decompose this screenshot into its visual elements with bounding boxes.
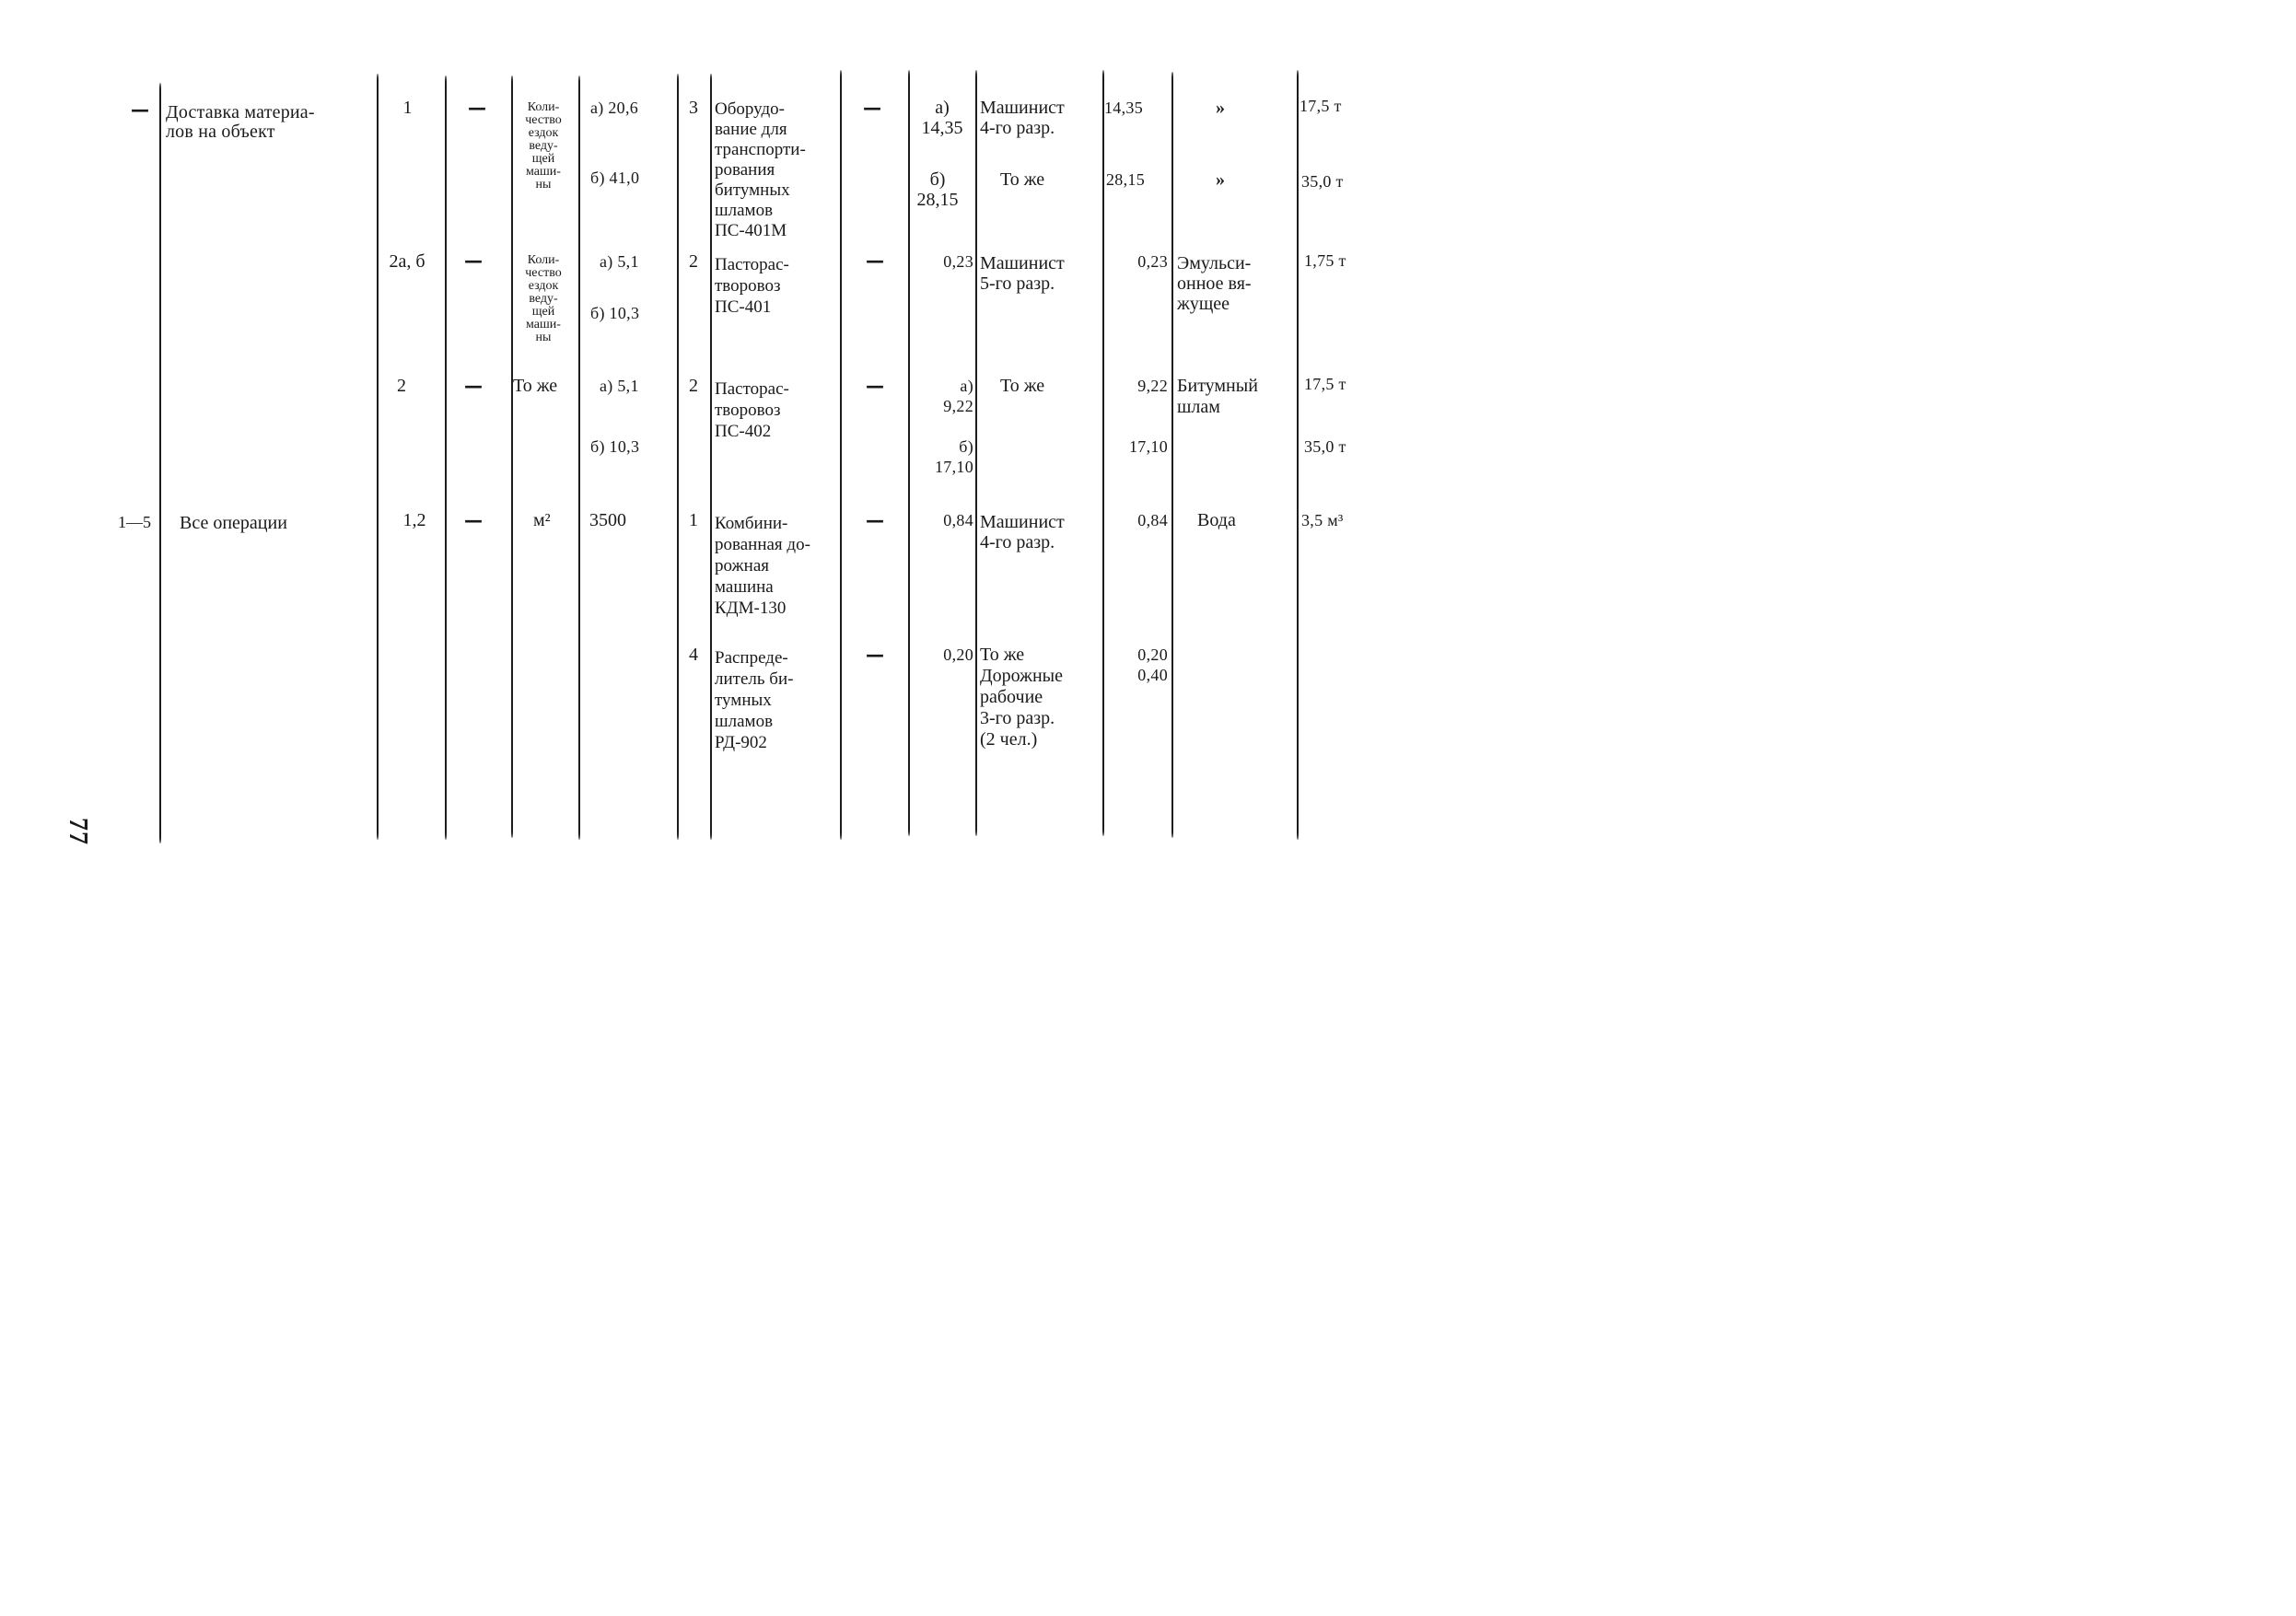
machine-name: Пасторас- творовоз ПС-401 bbox=[715, 255, 789, 317]
material-name: Вода bbox=[1197, 510, 1236, 530]
labor-cost: 0,84 bbox=[1137, 511, 1168, 529]
machine-count: 4 bbox=[689, 645, 698, 665]
norm-reference: 1 bbox=[402, 98, 413, 118]
machine-name: Комбини- рованная до- рожная машина КДМ-130 bbox=[715, 514, 810, 618]
machine-hours: 0,23 bbox=[943, 252, 973, 271]
column-rule bbox=[377, 74, 379, 840]
dash-cell: — bbox=[866, 375, 884, 397]
worker-category: То же bbox=[1000, 376, 1045, 396]
material-name: » bbox=[1216, 98, 1225, 118]
volume-value-a: а) 20,6 bbox=[590, 99, 639, 117]
operation-name: Доставка материа- лов на объект bbox=[166, 102, 315, 142]
measure-unit: м² bbox=[533, 510, 551, 530]
measure-unit: Коли- чество ездок веду- щей маши- ны bbox=[525, 253, 562, 344]
material-quantity-a: 17,5 т bbox=[1304, 375, 1346, 393]
measure-unit: Коли- чество ездок веду- щей маши- ны bbox=[525, 100, 562, 192]
dash-cell: — bbox=[468, 97, 486, 119]
material-name: Эмульси- онное вя- жущее bbox=[1177, 253, 1252, 314]
machine-hours-b: б) 17,10 bbox=[935, 437, 973, 476]
column-rule bbox=[975, 70, 977, 836]
worker-category: То же Дорожные рабочие 3-го разр. (2 чел.) bbox=[980, 645, 1063, 750]
material-quantity: 1,75 т bbox=[1304, 251, 1346, 270]
machine-count: 2 bbox=[689, 376, 698, 396]
measure-unit: То же bbox=[513, 376, 558, 396]
machine-count: 3 bbox=[689, 98, 698, 118]
machine-count: 2 bbox=[689, 251, 698, 272]
machine-name: Распреде- литель би- тумных шламов РД-902 bbox=[715, 648, 794, 752]
labor-cost-b: 17,10 bbox=[1129, 437, 1168, 456]
machine-hours: 0,84 bbox=[943, 511, 973, 529]
dash-cell: — bbox=[464, 375, 483, 397]
material-quantity-b: 35,0 т bbox=[1301, 172, 1344, 191]
labor-cost: 0,20 0,40 bbox=[1137, 645, 1168, 684]
volume-value: 3500 bbox=[589, 510, 626, 530]
volume-value-b: б) 41,0 bbox=[590, 169, 640, 187]
column-rule bbox=[1297, 70, 1299, 840]
dash-cell: — bbox=[866, 250, 884, 272]
dash-cell: — bbox=[464, 509, 483, 531]
labor-cost-a: 14,35 bbox=[1104, 99, 1143, 117]
dash-cell: — bbox=[464, 250, 483, 272]
operation-name: Все операции bbox=[180, 513, 287, 533]
worker-category: Машинист 4-го разр. bbox=[980, 512, 1065, 552]
column-rule bbox=[511, 76, 513, 838]
column-rule bbox=[159, 83, 161, 843]
material-name: » bbox=[1216, 169, 1225, 190]
material-quantity: 3,5 м³ bbox=[1301, 511, 1344, 529]
material-name: Битумный шлам bbox=[1177, 376, 1258, 417]
norm-reference: 2 bbox=[397, 376, 406, 396]
worker-category: Машинист 4-го разр. bbox=[980, 98, 1065, 138]
machine-name: Оборудо- вание для транспорти- рования битумных шламов ПС-401М bbox=[715, 99, 806, 240]
labor-cost: 0,23 bbox=[1137, 252, 1168, 271]
volume-value-b: б) 10,3 bbox=[590, 437, 640, 456]
dash-cell: — bbox=[866, 509, 884, 531]
material-quantity-a: 17,5 т bbox=[1300, 97, 1342, 115]
column-rule bbox=[1102, 70, 1104, 836]
worker-category: То же bbox=[1000, 169, 1045, 190]
column-rule bbox=[677, 74, 679, 840]
machine-hours-a: а) 14,35 bbox=[921, 98, 963, 138]
machine-name: Пасторас- творовоз ПС-402 bbox=[715, 379, 789, 441]
dash-cell: — bbox=[866, 644, 884, 666]
column-rule bbox=[1171, 72, 1173, 838]
column-rule bbox=[840, 70, 842, 840]
row-code: — bbox=[131, 99, 149, 121]
volume-value-b: б) 10,3 bbox=[590, 304, 640, 322]
volume-value-a: а) 5,1 bbox=[600, 377, 639, 395]
worker-category: Машинист 5-го разр. bbox=[980, 253, 1065, 294]
labor-cost-b: 28,15 bbox=[1106, 170, 1145, 189]
volume-value-a: а) 5,1 bbox=[600, 252, 639, 271]
dash-cell: — bbox=[863, 97, 881, 119]
machine-hours: 0,20 bbox=[943, 645, 973, 664]
material-quantity-b: 35,0 т bbox=[1304, 437, 1346, 456]
machine-hours-a: а) 9,22 bbox=[943, 377, 973, 415]
document-page bbox=[0, 0, 1427, 1006]
column-rule bbox=[445, 76, 447, 840]
page-number: 77 bbox=[64, 818, 92, 845]
row-code: 1—5 bbox=[118, 513, 151, 531]
norm-reference: 1,2 bbox=[402, 510, 426, 530]
labor-cost-a: 9,22 bbox=[1137, 377, 1168, 395]
machine-hours-b: б) 28,15 bbox=[916, 169, 959, 210]
column-rule bbox=[578, 76, 580, 840]
column-rule bbox=[710, 74, 712, 840]
norm-reference: 2а, б bbox=[389, 251, 425, 272]
machine-count: 1 bbox=[689, 510, 698, 530]
